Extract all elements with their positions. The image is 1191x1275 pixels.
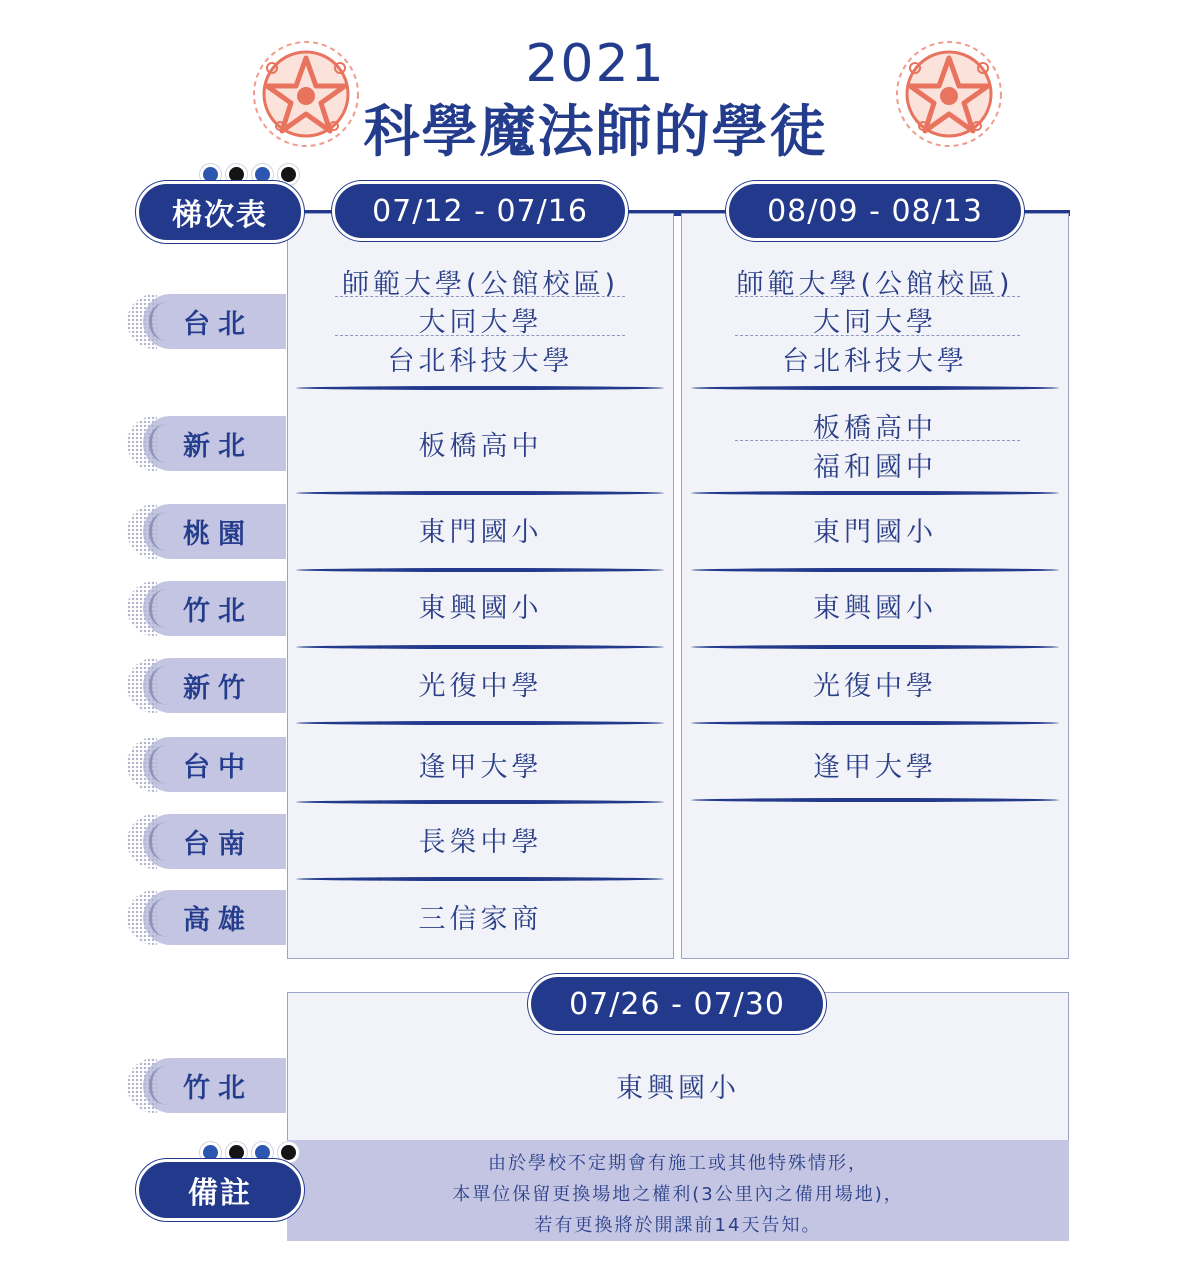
row-separator <box>296 800 664 804</box>
venue: 東興國小 <box>616 1073 740 1104</box>
region-taoyuan <box>143 504 286 559</box>
arc-icon <box>149 424 167 463</box>
schedule-label <box>136 181 304 243</box>
remark-line: 本單位保留更換場地之權利(3公里內之備用場地)， <box>452 1184 904 1205</box>
region-hsinchu <box>143 658 286 713</box>
arc-icon <box>149 1066 167 1105</box>
row-separator <box>296 721 664 725</box>
region-label: 台中 <box>183 752 253 783</box>
region-tainan <box>143 814 286 869</box>
region-label: 竹北 <box>183 1073 253 1104</box>
remark-line: 由於學校不定期會有施工或其他特殊情形， <box>488 1153 868 1174</box>
row-separator <box>691 491 1059 495</box>
region-taipei <box>143 294 286 349</box>
region-zhubei <box>143 581 286 636</box>
remarks-label <box>136 1159 304 1221</box>
arc-icon <box>149 745 167 784</box>
venue: 大同大學 <box>418 307 543 338</box>
region-label: 台北 <box>183 309 253 340</box>
region-kaohsiung <box>143 890 286 945</box>
row-separator <box>691 386 1059 390</box>
venue: 長榮中學 <box>418 827 543 858</box>
venue: 台北科技大學 <box>782 346 968 377</box>
venue: 光復中學 <box>418 671 543 702</box>
region-zhubei-summer <box>143 1058 286 1113</box>
venue: 逢甲大學 <box>813 752 937 783</box>
venue: 板橋高中 <box>418 431 543 462</box>
venue: 台北科技大學 <box>387 346 574 377</box>
session1-date-text: 07/12 - 07/16 <box>372 193 588 229</box>
session2-date <box>726 181 1024 241</box>
row-separator <box>691 645 1059 649</box>
dash-divider <box>735 335 1020 336</box>
remark-line: 若有更換將於開課前14天告知。 <box>534 1215 822 1236</box>
region-label: 桃園 <box>183 519 253 550</box>
region-label: 新北 <box>183 431 253 462</box>
region-label: 台南 <box>183 829 253 860</box>
title-year: 2021 <box>525 34 666 94</box>
row-separator <box>691 798 1059 802</box>
dash-divider <box>735 296 1020 297</box>
venue: 大同大學 <box>813 307 937 338</box>
venue: 光復中學 <box>813 671 937 702</box>
venue: 板橋高中 <box>813 413 937 444</box>
row-separator <box>296 386 664 390</box>
venue: 師範大學(公館校區) <box>736 269 1014 300</box>
schedule-label-text: 梯次表 <box>172 198 268 233</box>
venue: 三信家商 <box>418 904 543 935</box>
venue: 逢甲大學 <box>418 752 543 783</box>
arc-icon <box>149 512 167 551</box>
arc-icon <box>149 666 167 705</box>
session3-date <box>528 974 826 1034</box>
dash-divider <box>335 296 625 297</box>
row-separator <box>691 721 1059 725</box>
venue: 東興國小 <box>418 593 543 624</box>
region-taichung <box>143 737 286 792</box>
region-newtaipei <box>143 416 286 471</box>
remarks-label-text: 備註 <box>188 1176 252 1211</box>
session1-date <box>332 181 628 241</box>
row-separator <box>296 645 664 649</box>
row-separator <box>296 491 664 495</box>
arc-icon <box>149 589 167 628</box>
session3-date-text: 07/26 - 07/30 <box>569 986 785 1022</box>
dash-divider <box>335 335 625 336</box>
venue: 師範大學(公館校區) <box>341 269 620 300</box>
region-label: 高雄 <box>183 905 253 936</box>
venue: 東興國小 <box>813 593 937 624</box>
arc-icon <box>149 822 167 861</box>
region-label: 竹北 <box>183 596 253 627</box>
venue: 東門國小 <box>418 517 543 548</box>
row-separator <box>296 877 664 881</box>
arc-icon <box>149 898 167 937</box>
page-title: 科學魔法師的學徒 <box>363 100 828 165</box>
venue: 福和國中 <box>813 452 937 483</box>
session2-date-text: 08/09 - 08/13 <box>767 193 983 229</box>
row-separator <box>691 568 1059 572</box>
arc-icon <box>149 302 167 341</box>
row-separator <box>296 568 664 572</box>
dash-divider <box>735 440 1020 441</box>
venue: 東門國小 <box>813 517 937 548</box>
region-label: 新竹 <box>183 673 253 704</box>
